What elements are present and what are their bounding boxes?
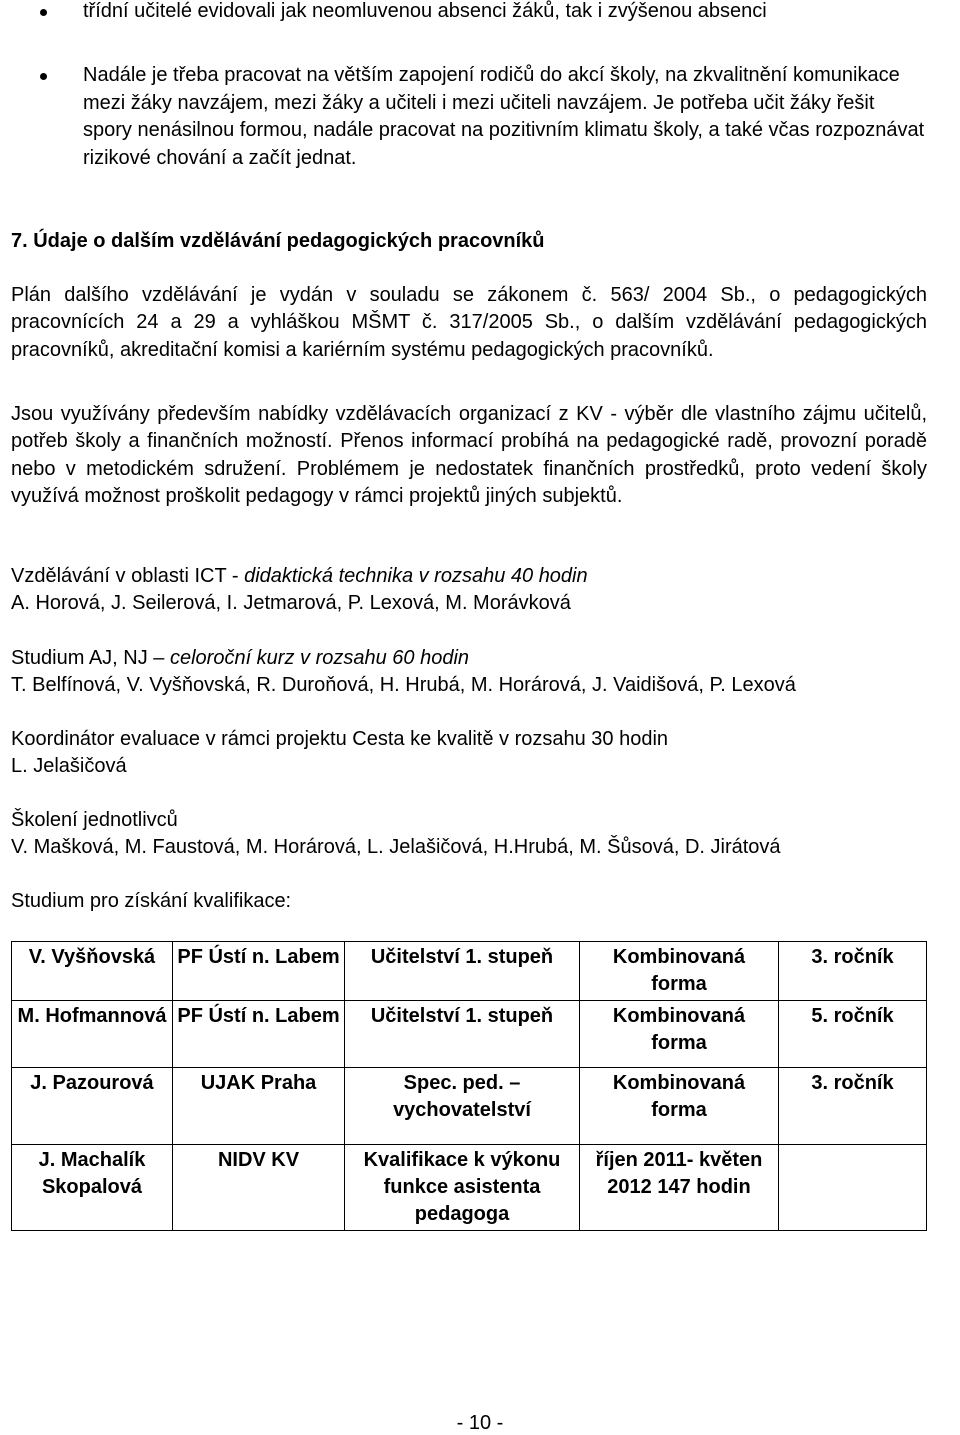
course-participants: T. Belfínová, V. Vyšňovská, R. Duroňová, H. Hrubá, M. Horárová, J. Vaidišová, P. Lexová xyxy=(11,674,796,696)
course-title: Vzdělávání v oblasti ICT - didaktická technika v rozsahu 40 hodin xyxy=(11,565,588,587)
table-cell xyxy=(779,1145,927,1231)
course-participants: V. Mašková, M. Faustová, M. Horárová, L. Jelašičová, H.Hrubá, M. Šůsová, D. Jirátová xyxy=(11,836,781,858)
table-cell: Učitelství 1. stupeň xyxy=(345,942,580,1001)
table-cell: J. Machalík Skopalová xyxy=(12,1145,173,1231)
section-heading: 7. Údaje o dalším vzdělávání pedagogických pracovníků xyxy=(11,230,545,252)
table-row xyxy=(12,1145,927,1231)
bullet-text: Nadále je třeba pracovat na větším zapojení rodičů do akcí školy, na zkvalitnění komunikace mezi žáky navzájem, mezi žáky a učiteli i mezi učiteli navzájem. Je potřeba učit žáky řešit spory nenásilnou formou, nadále pracovat na pozitivním klimatu školy, a také včas rozpoznávat rizikové chování a začít jednat. xyxy=(83,64,925,169)
table-cell: Kvalifikace k výkonu funkce asistenta pedagoga xyxy=(345,1145,580,1231)
table-cell: říjen 2011- květen 2012 147 hodin xyxy=(580,1145,779,1231)
table-cell: J. Pazourová xyxy=(12,1068,173,1145)
table-cell: 5. ročník xyxy=(779,1001,927,1068)
table-cell: M. Hofmannová xyxy=(12,1001,173,1068)
table-cell: PF Ústí n. Labem xyxy=(173,942,345,1001)
table-cell: Učitelství 1. stupeň xyxy=(345,1001,580,1068)
bullet-text: třídní učitelé evidovali jak neomluvenou absenci žáků, tak i zvýšenou absenci xyxy=(83,0,767,22)
paragraph-legislation: Plán dalšího vzdělávání je vydán v souladu se zákonem č. 563/ 2004 Sb., o pedagogických pracovnících 24 a 29 a vyhláškou MŠMT č. 317/2005 Sb., o dalším vzdělávání pedagogických pracovníků, akreditační komisi a kariérním systému pedagogických pracovníků. xyxy=(11,284,927,361)
table-cell: PF Ústí n. Labem xyxy=(173,1001,345,1068)
course-participants: L. Jelašičová xyxy=(11,755,127,777)
table-row xyxy=(12,1001,927,1068)
table-cell: NIDV KV xyxy=(173,1145,345,1231)
table-row xyxy=(12,942,927,1001)
course-title: Školení jednotlivců xyxy=(11,809,178,831)
table-row xyxy=(12,1068,927,1145)
table-cell: Kombinovaná forma xyxy=(580,942,779,1001)
table-cell: 3. ročník xyxy=(779,942,927,1001)
course-title: Koordinátor evaluace v rámci projektu Cesta ke kvalitě v rozsahu 30 hodin xyxy=(11,728,669,750)
table-cell: Kombinovaná forma xyxy=(580,1068,779,1145)
qualification-heading: Studium pro získání kvalifikace: xyxy=(11,890,292,912)
course-title: Studium AJ, NJ – celoroční kurz v rozsahu 60 hodin xyxy=(11,647,470,669)
bullet-item xyxy=(83,62,928,172)
bullet-icon xyxy=(40,9,47,16)
paragraph-offers: Jsou využívány především nabídky vzdělávacích organizací z KV - výběr dle vlastního zájmu učitelů, potřeb školy a finančních možností. Přenos informací probíhá na pedagogické radě, provozní poradě nebo v metodickém sdružení. Problémem je nedostatek finančních prostředků, proto vedení školy využívá možnost proškolit pedagogy v rámci projektů jiných subjektů. xyxy=(11,403,927,507)
page-number: - 10 - xyxy=(456,1412,504,1434)
table-cell: Spec. ped. – vychovatelství xyxy=(345,1068,580,1145)
qualification-table xyxy=(11,941,927,1231)
bullet-item xyxy=(83,0,928,26)
course-participants: A. Horová, J. Seilerová, I. Jetmarová, P. Lexová, M. Morávková xyxy=(11,592,571,614)
table-cell: 3. ročník xyxy=(779,1068,927,1145)
table-cell: V. Vyšňovská xyxy=(12,942,173,1001)
table-cell: UJAK Praha xyxy=(173,1068,345,1145)
bullet-icon xyxy=(40,73,47,80)
table-cell: Kombinovaná forma xyxy=(580,1001,779,1068)
